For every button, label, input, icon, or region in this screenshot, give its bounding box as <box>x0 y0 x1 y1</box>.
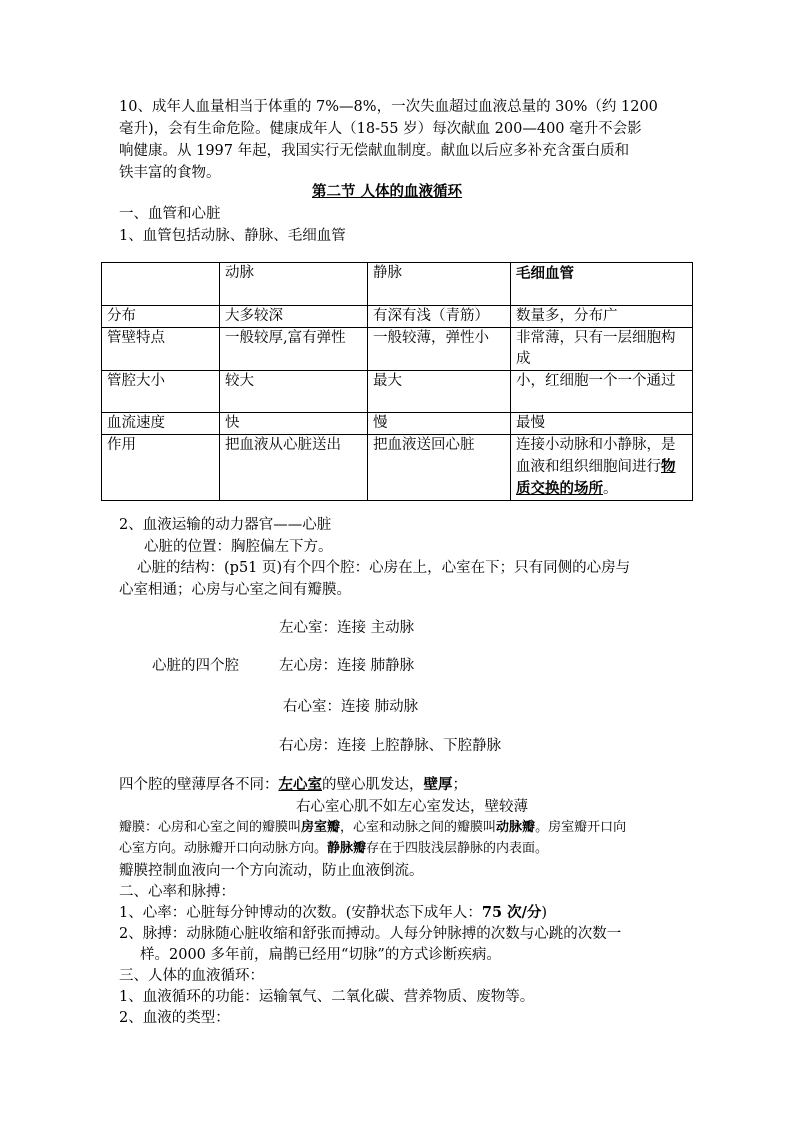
heart-position: 心脏的位置：胸腔偏左下方。 <box>144 539 333 555</box>
exchange-site-emphasis: 物质交换的场所 <box>516 458 676 497</box>
arterial-valve-term: 动脉瓣 <box>496 820 536 835</box>
heart-rate-value: 75 次/分 <box>481 904 542 921</box>
heart-structure-1: 心脏的结构：(p51 页)有个四个腔：心房在上，心室在下；只有同侧的心房与 <box>137 560 631 576</box>
table-header-cell: 动脉 <box>220 263 368 306</box>
table-cell: 有深有浅（青筋） <box>368 306 511 328</box>
table-cell: 血流速度 <box>102 413 220 435</box>
table-cell: 小，红细胞一个一个通过 <box>511 371 693 413</box>
left-ventricle-emphasis: 左心室 <box>278 776 322 793</box>
valve-line-2 <box>119 839 548 859</box>
table-cell: 较大 <box>220 371 368 413</box>
valve-text: 瓣膜：心房和心室之间的瓣膜叫 <box>119 820 302 835</box>
part2-heading: 二、心率和脉搏： <box>119 884 235 900</box>
table-cell: 一般较厚,富有弹性 <box>220 328 368 371</box>
table-header-cell: 静脉 <box>368 263 511 306</box>
heart-rate-close: ) <box>541 905 548 921</box>
function-text: 连接小动脉和小静脉，是血液和组织细胞间进行 <box>516 437 676 475</box>
valve-text: 。房室瓣开口向 <box>535 820 627 835</box>
part1-heading: 一、血管和心脏 <box>119 206 221 222</box>
wall-text-mid: 的壁心肌发达， <box>322 777 424 793</box>
table-cell: 慢 <box>368 413 511 435</box>
table-row <box>102 306 693 328</box>
part1-sub1: 1、血管包括动脉、静脉、毛细血管 <box>119 228 346 244</box>
table-cell: 非常薄，只有一层细胞构成 <box>511 328 693 371</box>
valve-text: ，心室和动脉之间的瓣膜叫 <box>340 820 497 835</box>
four-chambers-label: 心脏的四个腔 <box>152 658 239 674</box>
function-period: 。 <box>603 481 618 497</box>
blood-types: 2、血液的类型： <box>119 1010 230 1026</box>
part3-heading: 三、人体的血液循环： <box>119 968 264 984</box>
table-cell: 快 <box>220 413 368 435</box>
circulation-function: 1、血液循环的功能：运输氧气、二氧化碳、营养物质、废物等。 <box>119 989 535 1005</box>
heart-sub2: 2、血液运输的动力器官——心脏 <box>119 517 332 533</box>
table-cell: 管壁特点 <box>102 328 220 371</box>
pulse-item-1: 2、脉搏：动脉随心脏收缩和舒张而搏动。人每分钟脉搏的次数与心跳的次数一 <box>119 926 622 942</box>
section-title: 第二节 人体的血液循环 <box>312 183 463 200</box>
table-cell: 分布 <box>102 306 220 328</box>
table-cell: 作用 <box>102 435 220 501</box>
pulse-item-2: 样。2000 多年前，扁鹊已经用“切脉”的方式诊断疾病。 <box>140 947 501 963</box>
chamber-right-ventricle: 右心室：连接 肺动脉 <box>283 699 419 715</box>
table-row <box>102 328 693 371</box>
heart-rate-item <box>119 902 547 924</box>
thick-wall-emphasis: 壁厚 <box>423 776 453 793</box>
table-row <box>102 435 693 501</box>
chamber-left-atrium: 左心房：连接 肺静脉 <box>279 658 415 674</box>
table-header-row <box>102 263 693 306</box>
intro-line-1: 10、成年人血量相当于体重的 7%—8%，一次失血超过血液总量的 30%（约 1200 <box>119 99 658 115</box>
vessel-table <box>101 262 693 501</box>
table-cell: 管腔大小 <box>102 371 220 413</box>
intro-line-2: 毫升)，会有生命危险。健康成年人（18-55 岁）每次献血 200—400 毫升不会影 <box>119 121 642 137</box>
table-cell: 最慢 <box>511 413 693 435</box>
valve-text: 存在于四肢浅层静脉的内表面。 <box>366 841 549 856</box>
valve-text: 心室方向。动脉瓣开口向动脉方向。 <box>119 841 328 856</box>
table-row <box>102 413 693 435</box>
table-header-cell <box>102 263 220 306</box>
table-cell: 最大 <box>368 371 511 413</box>
chamber-right-atrium: 右心房：连接 上腔静脉、下腔静脉 <box>279 738 502 754</box>
chamber-left-ventricle: 左心室：连接 主动脉 <box>279 620 415 636</box>
av-valve-term: 房室瓣 <box>301 820 341 835</box>
venous-valve-term: 静脉瓣 <box>327 841 367 856</box>
table-header-cell: 毛细血管 <box>511 263 693 306</box>
table-cell: 大多较深 <box>220 306 368 328</box>
table-cell: 把血液送回心脏 <box>368 435 511 501</box>
valve-line-1 <box>119 818 626 838</box>
intro-line-3: 响健康。从 1997 年起，我国实行无偿献血制度。献血以后应多补充含蛋白质和 <box>119 143 630 159</box>
wall-thickness-1 <box>119 774 467 796</box>
heart-structure-2: 心室相通；心房与心室之间有瓣膜。 <box>119 582 351 598</box>
wall-text-pre: 四个腔的壁薄厚各不同： <box>119 777 279 793</box>
heart-rate-text: 1、心率：心脏每分钟博动的次数。(安静状态下成年人： <box>119 905 482 921</box>
table-cell: 数量多，分布广 <box>511 306 693 328</box>
table-cell: 把血液从心脏送出 <box>220 435 368 501</box>
table-cell: 一般较薄，弹性小 <box>368 328 511 371</box>
wall-text-end: ； <box>452 777 467 793</box>
wall-thickness-2: 右心室心肌不如左心室发达，壁较薄 <box>296 799 528 815</box>
table-cell-function <box>511 435 693 501</box>
table-row <box>102 371 693 413</box>
intro-line-4: 铁丰富的食物。 <box>119 165 221 181</box>
valve-line-3: 瓣膜控制血液向一个方向流动，防止血液倒流。 <box>119 863 424 879</box>
